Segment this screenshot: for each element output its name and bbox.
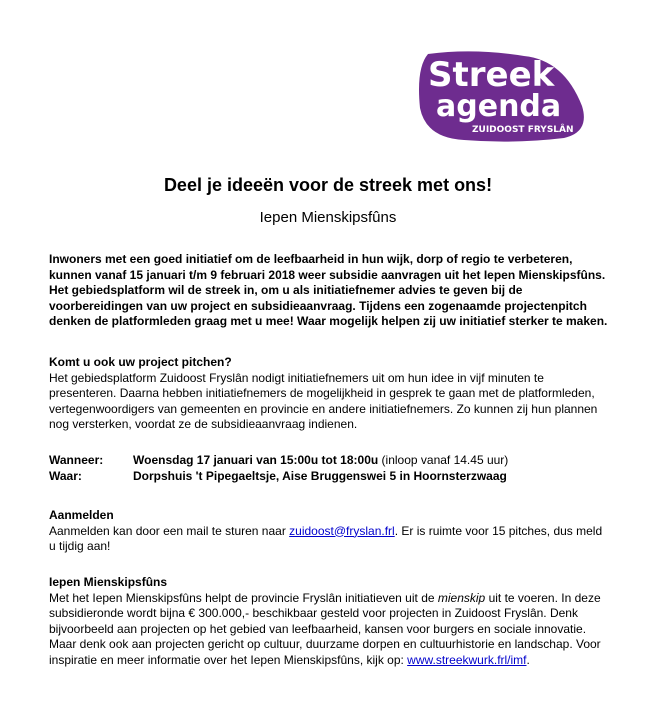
aanmelden-section [49, 508, 609, 555]
where-row [49, 469, 609, 485]
fonds-text-end: . [526, 652, 530, 667]
when-note: (inloop vanaf 14.45 uur) [378, 453, 509, 467]
streekagenda-logo [414, 48, 594, 144]
fonds-section [49, 575, 609, 668]
aanmelden-heading: Aanmelden [49, 508, 114, 522]
pitch-section [49, 355, 609, 433]
where-value: Dorpshuis 't Pipegaeltsje, Aise Bruggenswei 5 in Hoornsterzwaag [133, 468, 507, 483]
pitch-body: Het gebiedsplatform Zuidoost Fryslân nodigt initiatiefnemers uit om hun idee in vijf minuten te presenteren. Daarna hebben initiatiefnemers de mogelijkheid in gesprek te gaan met de platformleden, vertegenwoordigers van gemeenten en provincie en andere initiatiefnemers. Zo kunnen zij hun plannen nog versterken, voordat ze de subsidieaanvraag indienen. [49, 370, 598, 431]
aanmelden-body [49, 524, 609, 555]
logo-line1: Streek [428, 55, 555, 95]
intro-paragraph: Inwoners met een goed initiatief om de leefbaarheid in hun wijk, dorp of regio te verbeteren, kunnen vanaf 15 januari t/m 9 februari 2018 weer subsidie aanvragen uit het Iepen Mienskipsfûns. Het gebiedsplatform wil de streek in, om u als initiatiefnemer advies te geven bij de voorbereidingen van uw project en subsidieaanvraag. Tijdens een zogenaamde projectenpitch denken de platformleden graag met u mee! Waar mogelijk helpen zij uw initiatief sterker te maken. [49, 252, 608, 328]
streekwurk-link[interactable]: www.streekwurk.frl/imf [407, 652, 527, 667]
fonds-text-continued: uit te voeren. In deze subsidieronde wordt bijna € 300.000,- beschikbaar gesteld voor projecten in Zuidoost Fryslân. Denk bijvoorbeeld aan projecten op het gebied van leefbaarheid, kansen voor burgers en sociale innovatie. Maar denk ook aan projecten gericht op cultuur, duurzame dorpen en cultuurhistorie en landschap. Voor inspiratie en meer informatie over het Iepen Mienskipsfûns, kijk op: [49, 590, 601, 667]
fonds-heading: Iepen Mienskipsfûns [49, 575, 168, 589]
logo-line2: agenda [436, 89, 562, 124]
aanmelden-text-end: . Er is ruimte voor 15 pitches, dus meld u tijdig aan! [49, 523, 603, 553]
logo-graphic [414, 48, 594, 144]
when-row [49, 453, 609, 469]
email-link[interactable]: zuidoost@fryslan.frl [289, 523, 395, 538]
logo-line3: ZUIDOOST FRYSLÂN [472, 125, 574, 135]
when-time: Woensdag 17 januari van 15:00u tot 18:00u [133, 453, 379, 467]
pitch-heading: Komt u ook uw project pitchen? [49, 355, 232, 369]
fonds-italic: mienskip [437, 590, 486, 605]
aanmelden-text: Aanmelden kan door een mail te sturen naar [49, 523, 290, 538]
where-label: Waar: [49, 468, 82, 483]
fonds-text: Met het Iepen Mienskipsfûns helpt de provincie Fryslân initiatieven uit de [49, 590, 438, 605]
when-value [133, 453, 508, 469]
fonds-body [49, 591, 609, 669]
page-title: Deel je ideeën voor de streek met ons! [163, 175, 493, 195]
page-subtitle: Iepen Mienskipsfûns [259, 209, 397, 226]
when-label: Wanneer: [49, 453, 104, 467]
event-details [49, 453, 609, 484]
